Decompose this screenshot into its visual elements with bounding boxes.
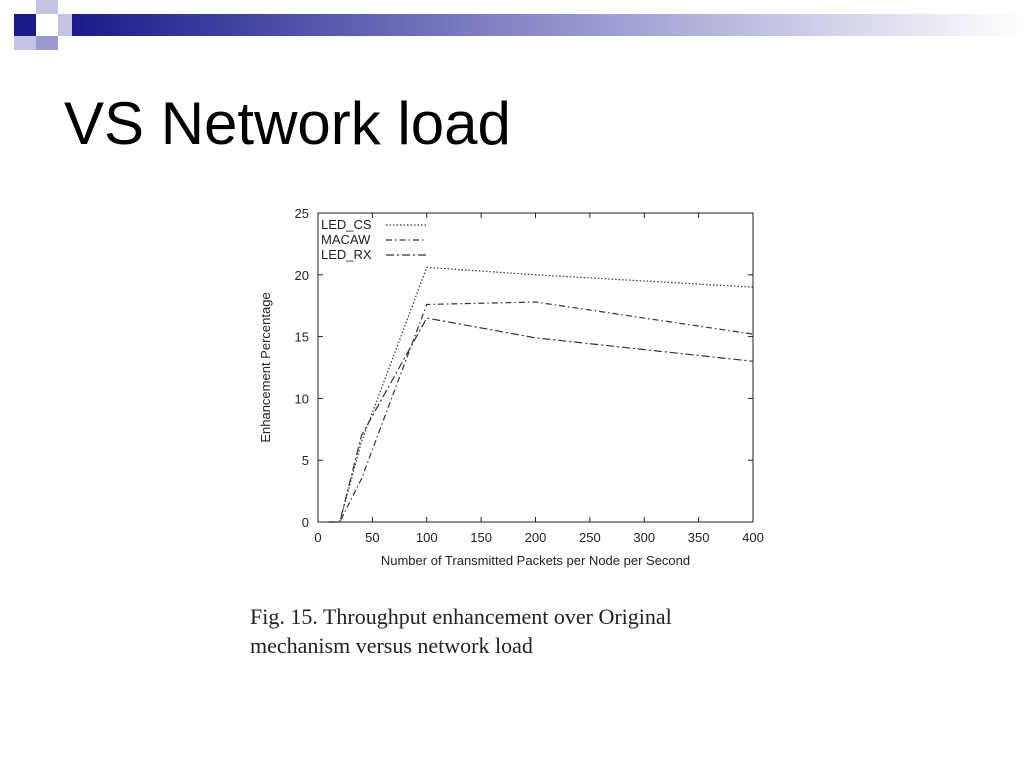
y-tick-label: 5	[301, 453, 309, 469]
figure-caption: Fig. 15. Throughput enhancement over Original mechanism versus network load	[250, 604, 672, 658]
x-tick-label: 100	[415, 530, 438, 545]
x-tick-label: 150	[470, 530, 492, 545]
deco-square-light	[36, 0, 58, 14]
x-tick-label: 250	[579, 530, 601, 545]
legend-label-led_rx: LED_RX	[321, 247, 372, 262]
x-tick-label: 0	[314, 530, 322, 545]
x-tick-label: 50	[365, 530, 380, 545]
header-gradient-bar	[72, 14, 1024, 36]
deco-square-dark	[14, 14, 36, 36]
legend-label-macaw: MACAW	[321, 232, 371, 247]
y-tick-label: 10	[294, 391, 309, 407]
figure	[248, 196, 788, 666]
x-tick-label: 200	[524, 530, 547, 545]
header-decoration	[0, 0, 1024, 64]
x-tick-label: 400	[742, 530, 764, 545]
y-axis-label: Enhancement Percentage	[258, 292, 273, 443]
y-tick-label: 15	[294, 329, 309, 345]
deco-square-mid	[36, 36, 58, 50]
x-axis-label: Number of Transmitted Packets per Node per Second	[380, 553, 691, 568]
slide-title: VS Network load	[64, 90, 511, 157]
plot-frame	[318, 213, 753, 522]
line-chart	[248, 196, 788, 596]
x-tick-label: 300	[633, 530, 656, 545]
y-tick-label: 0	[301, 515, 309, 530]
series-line-led_rx	[329, 318, 753, 522]
y-tick-label: 20	[294, 267, 309, 283]
deco-square-light	[14, 36, 36, 50]
y-tick-label: 25	[294, 206, 309, 221]
x-tick-label: 350	[687, 530, 710, 545]
deco-square-light	[58, 14, 72, 36]
series-line-macaw	[329, 302, 753, 522]
legend-label-led_cs: LED_CS	[321, 217, 372, 232]
